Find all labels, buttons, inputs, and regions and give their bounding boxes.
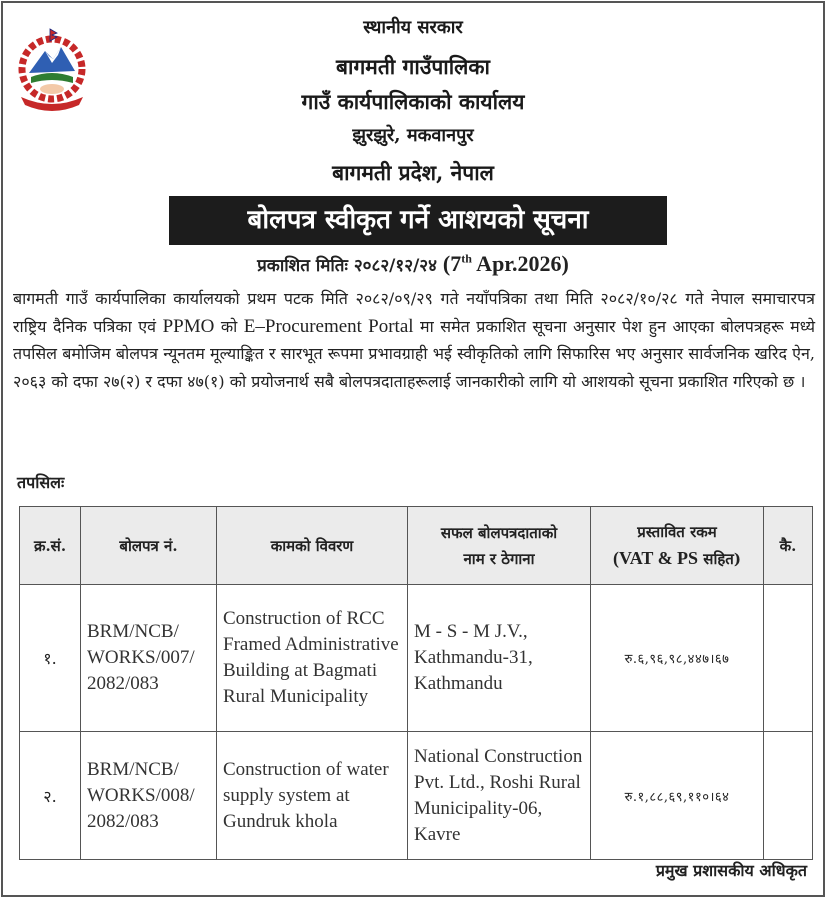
- date-en-open: (7: [442, 251, 462, 276]
- header-amount-vat: (VAT & PS: [613, 548, 699, 568]
- body-part-2: को: [214, 316, 244, 336]
- header-amount-line2: [597, 545, 757, 572]
- notice-title-banner: बोलपत्र स्वीकृत गर्ने आशयको सूचना: [169, 196, 667, 245]
- cell-bidder: National Construction Pvt. Ltd., Roshi Rural Municipality-06, Kavre: [408, 732, 591, 860]
- date-en-close: Apr.2026): [471, 251, 569, 276]
- signature-designation: प्रमुख प्रशासकीय अधिकृत: [655, 861, 807, 880]
- cell-bid-no: BRM/NCB/ WORKS/008/ 2082/083: [81, 732, 217, 860]
- body-part-3: मा समेत प्रकाशित सूचना अनुसार पेश हुन आएका बोलपत्रहरू मध्ये तपसिल बमोजिम बोलपत्र न्यूनतम मूल्याङ्कित र सारभूत रूपमा प्रभावग्राही भई स्वीकृतिको लागि सिफारिस भए अनुसार सार्वजनिक खरिद ऐन, २०६३ को दफा २७(२) र दफा ४७(१) को प्रयोजनार्थ सबै बोलपत्रदाताहरूलाई जानकारीको लागि यो आशयको सूचना प्रकाशित गरिएको छ ।: [13, 316, 815, 391]
- cell-work-description: Construction of water supply system at Gundruk khola: [217, 732, 408, 860]
- header-office-name: गाउँ कार्यपालिकाको कार्यालय: [301, 89, 525, 114]
- table-row: [20, 585, 813, 732]
- cell-amount: रु.६,९६,९८,४४७।६७: [591, 585, 764, 732]
- cell-work-description: Construction of RCC Framed Administrative Building at Bagmati Rural Municipality: [217, 585, 408, 732]
- header-bid-no: बोलपत्र नं.: [81, 507, 217, 585]
- details-label: तपसिलः: [17, 473, 65, 492]
- cell-bidder: M - S - M J.V., Kathmandu-31, Kathmandu: [408, 585, 591, 732]
- cell-serial-no: १.: [20, 585, 81, 732]
- published-date: [3, 251, 823, 277]
- header-work-description: कामको विवरण: [217, 507, 408, 585]
- bid-table: [19, 506, 813, 860]
- header-bidder-line2: नाम र ठेगाना: [463, 549, 535, 568]
- header-amount: [591, 507, 764, 585]
- body-eprocurement: E–Procurement Portal: [243, 315, 414, 337]
- published-date-english: [443, 251, 569, 276]
- header-amount-line1: प्रस्तावित रकम: [637, 523, 717, 541]
- body-ppmo: PPMO: [162, 315, 215, 337]
- header-amount-suffix: सहित): [698, 550, 741, 568]
- table-row: [20, 732, 813, 860]
- header-municipality-name: बागमती गाउँपालिका: [336, 54, 490, 79]
- header-address: झुरझुरे, मकवानपुर: [352, 125, 474, 146]
- cell-remarks: [764, 732, 813, 860]
- cell-serial-no: २.: [20, 732, 81, 860]
- header-bidder: [408, 507, 591, 585]
- header-bidder-line1: सफल बोलपत्रदाताको: [440, 523, 558, 542]
- date-en-sup: th: [461, 251, 472, 266]
- published-date-label: प्रकाशित मितिः २०८२/१२/२४: [257, 256, 437, 276]
- cell-amount: रु.१,८८,६९,११०।६४: [591, 732, 764, 860]
- header-province: बागमती प्रदेश, नेपाल: [332, 160, 494, 185]
- notice-body: [13, 285, 815, 395]
- header-serial-no: क्र.सं.: [20, 507, 81, 585]
- cell-bid-no: BRM/NCB/ WORKS/007/ 2082/083: [81, 585, 217, 732]
- body-part-1: बागमती गाउँ कार्यपालिका कार्यालयको प्रथम पटक मिति २०८२/०९/२९ गते नयाँपत्रिका तथा मिति २०८२/१०/२८ गते नेपाल समाचारपत्र राष्ट्रिय दैनिक पत्रिका एवं: [13, 289, 815, 336]
- header-remarks: कै.: [764, 507, 813, 585]
- notice-page: [1, 1, 825, 897]
- table-header-row: [20, 507, 813, 585]
- header-local-government: स्थानीय सरकार: [363, 17, 463, 38]
- cell-remarks: [764, 585, 813, 732]
